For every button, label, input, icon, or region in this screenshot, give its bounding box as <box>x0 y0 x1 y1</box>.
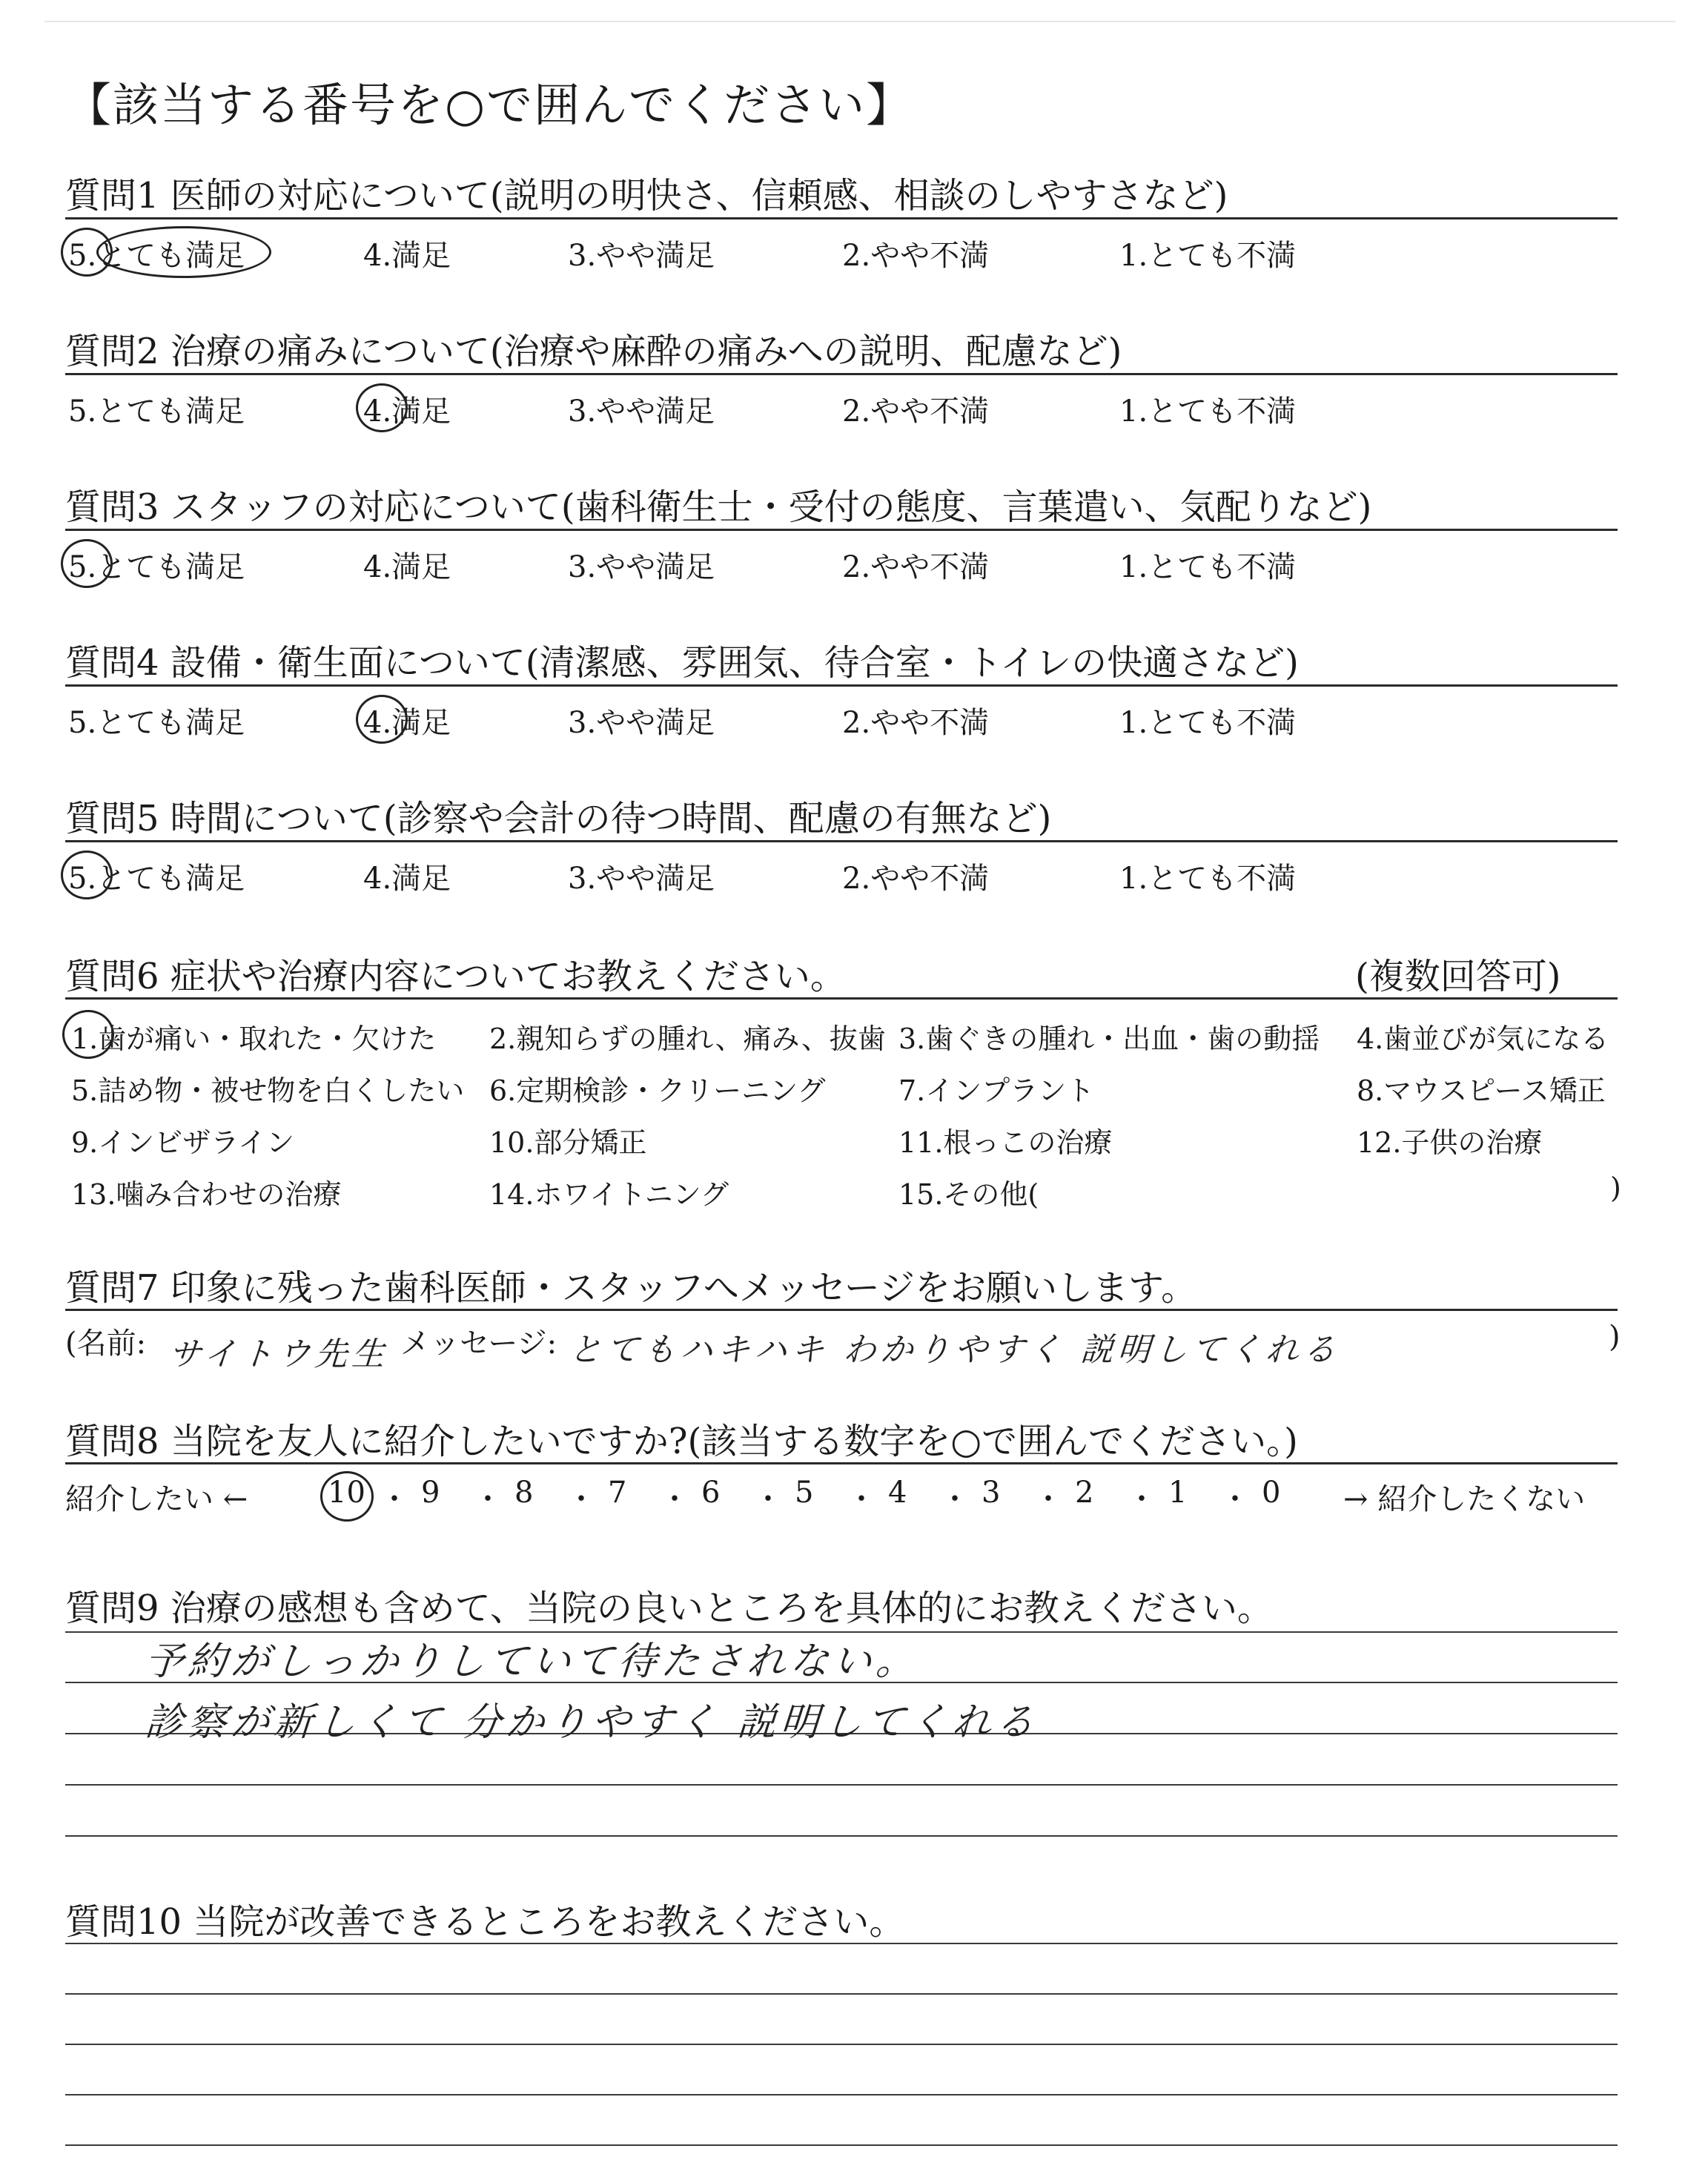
q7-message-value: とてもハキハキ わかりやすく 説明してくれる <box>567 1331 1342 1369</box>
q6-option-12[interactable]: 12.子供の治療 <box>1357 1126 1543 1159</box>
q5-option-4[interactable]: 4.満足 <box>363 862 451 896</box>
q2-option-5[interactable]: 5.とても満足 <box>68 394 245 429</box>
q6-option-2[interactable]: 2.親知らずの腫れ、痛み、抜歯 <box>489 1023 886 1055</box>
q3-option-1[interactable]: 1.とても不満 <box>1119 550 1297 584</box>
q4-option-1[interactable]: 1.とても不満 <box>1119 706 1297 740</box>
q6-other-close-paren: ) <box>1610 1172 1621 1204</box>
q7-rule <box>65 1309 1618 1311</box>
q8-scale-4[interactable]: 4 <box>888 1476 907 1510</box>
q2-option-3[interactable]: 3.やや満足 <box>568 394 715 429</box>
q8-scale-separator: ・ <box>1127 1482 1156 1516</box>
q6-option-14[interactable]: 14.ホワイトニング <box>489 1178 729 1211</box>
q8-scale-3[interactable]: 3 <box>982 1476 1001 1510</box>
q6-option-5[interactable]: 5.詰め物・被せ物を白くしたい <box>71 1074 465 1107</box>
q9-line-4 <box>65 1784 1618 1786</box>
q7-message-label: メッセージ: <box>400 1327 557 1361</box>
q2-option-1[interactable]: 1.とても不満 <box>1119 394 1297 429</box>
q4-option-5[interactable]: 5.とても満足 <box>68 706 245 740</box>
q2-option-4[interactable]: 4.満足 <box>363 394 451 429</box>
q6-option-6[interactable]: 6.定期検診・クリーニング <box>489 1074 826 1107</box>
q7-name-label: (名前: <box>65 1327 147 1361</box>
q8-scale-10[interactable]: 10 <box>328 1476 365 1510</box>
q3-title: 質問3 スタッフの対応について(歯科衛生士・受付の態度、言葉遣い、気配りなど) <box>65 486 1372 528</box>
q1-option-5[interactable]: 5.とても満足 <box>68 239 245 273</box>
q5-option-3[interactable]: 3.やや満足 <box>568 862 715 896</box>
q1-selection-oval <box>96 226 271 278</box>
q1-option-3[interactable]: 3.やや満足 <box>568 239 715 273</box>
q1-option-2[interactable]: 2.やや不満 <box>842 239 990 273</box>
q8-scale-separator: ・ <box>940 1482 970 1516</box>
q9-line-5 <box>65 1835 1618 1837</box>
q8-scale-2[interactable]: 2 <box>1075 1476 1094 1510</box>
q8-rule <box>65 1462 1618 1464</box>
q8-title: 質問8 当院を友人に紹介したいですか?(該当する数字を○で囲んでください。) <box>65 1421 1298 1462</box>
q3-selection-circle <box>61 539 113 588</box>
q10-line-2 <box>65 1993 1618 1995</box>
q5-selection-circle <box>61 851 113 899</box>
q8-scale-separator: ・ <box>380 1482 409 1516</box>
q6-option-13[interactable]: 13.噛み合わせの治療 <box>71 1178 342 1211</box>
q6-option-3[interactable]: 3.歯ぐきの腫れ・出血・歯の動揺 <box>898 1023 1320 1055</box>
q10-title: 質問10 当院が改善できるところをお教えください。 <box>65 1901 905 1943</box>
q5-option-1[interactable]: 1.とても不満 <box>1119 862 1297 896</box>
q10-line-1 <box>65 1943 1618 1944</box>
q3-option-5[interactable]: 5.とても満足 <box>68 550 245 584</box>
q6-title: 質問6 症状や治療内容についてお教えください。 <box>65 956 846 997</box>
q5-option-2[interactable]: 2.やや不満 <box>842 862 990 896</box>
q2-selection-circle <box>356 383 408 432</box>
q9-answer-line-1: 予約がしっかりしていて待たされない。 <box>143 1639 921 1684</box>
q9-title: 質問9 治療の感想も含めて、当院の良いところを具体的にお教えください。 <box>65 1588 1273 1629</box>
q2-option-2[interactable]: 2.やや不満 <box>842 394 990 429</box>
q6-option-8[interactable]: 8.マウスピース矯正 <box>1357 1074 1606 1107</box>
q3-rule <box>65 529 1618 531</box>
q7-name-value: サイトウ先生 <box>167 1335 391 1373</box>
q6-option-11[interactable]: 11.根っこの治療 <box>898 1126 1113 1159</box>
q3-option-4[interactable]: 4.満足 <box>363 550 451 584</box>
q10-line-5 <box>65 2144 1618 2146</box>
q7-title: 質問7 印象に残った歯科医師・スタッフへメッセージをお願いします。 <box>65 1267 1197 1309</box>
q4-selection-circle <box>356 695 408 744</box>
q8-scale-6[interactable]: 6 <box>701 1476 721 1510</box>
q8-scale-separator: ・ <box>660 1482 689 1516</box>
q6-option-10[interactable]: 10.部分矯正 <box>489 1126 647 1159</box>
q3-option-3[interactable]: 3.やや満足 <box>568 550 715 584</box>
q3-option-2[interactable]: 2.やや不満 <box>842 550 990 584</box>
q1-rule <box>65 217 1618 219</box>
page-heading: 【該当する番号を○で囲んでください】 <box>65 78 914 132</box>
q8-scale-9[interactable]: 9 <box>421 1476 440 1510</box>
q6-option-15[interactable]: 15.その他( <box>898 1178 1039 1211</box>
q6-option-7[interactable]: 7.インプラント <box>898 1074 1095 1107</box>
q8-scale-separator: ・ <box>473 1482 503 1516</box>
q2-rule <box>65 373 1618 375</box>
q1-option-4[interactable]: 4.満足 <box>363 239 451 273</box>
q4-option-2[interactable]: 2.やや不満 <box>842 706 990 740</box>
q1-title: 質問1 医師の対応について(説明の明快さ、信頼感、相談のしやすさなど) <box>65 175 1228 217</box>
q8-scale-1[interactable]: 1 <box>1168 1476 1188 1510</box>
q6-option-4[interactable]: 4.歯並びが気になる <box>1357 1023 1609 1055</box>
q8-scale-8[interactable]: 8 <box>514 1476 534 1510</box>
q4-title: 質問4 設備・衛生面について(清潔感、雰囲気、待合室・トイレの快適さなど) <box>65 642 1299 684</box>
q4-rule <box>65 684 1618 687</box>
q6-selection-circle <box>62 1010 114 1059</box>
q9-answer-line-2: 診察が新しくて 分かりやすく 説明してくれる <box>143 1700 1040 1745</box>
q1-option-1[interactable]: 1.とても不満 <box>1119 239 1297 273</box>
q4-option-3[interactable]: 3.やや満足 <box>568 706 715 740</box>
q8-scale-separator: ・ <box>847 1482 876 1516</box>
q8-scale-7[interactable]: 7 <box>608 1476 627 1510</box>
q6-note: (複数回答可) <box>1355 956 1561 997</box>
q7-close-paren: ) <box>1609 1320 1621 1354</box>
q8-scale-separator: ・ <box>1220 1482 1250 1516</box>
q6-option-9[interactable]: 9.インビザライン <box>71 1126 295 1159</box>
q8-scale-separator: ・ <box>1033 1482 1063 1516</box>
q8-scale-separator: ・ <box>566 1482 596 1516</box>
q4-option-4[interactable]: 4.満足 <box>363 706 451 740</box>
q8-scale-separator: ・ <box>753 1482 783 1516</box>
q8-scale-5[interactable]: 5 <box>795 1476 814 1510</box>
q5-option-5[interactable]: 5.とても満足 <box>68 862 245 896</box>
q8-scale-0[interactable]: 0 <box>1262 1476 1281 1510</box>
q8-selection-circle <box>320 1471 374 1522</box>
q2-title: 質問2 治療の痛みについて(治療や麻酔の痛みへの説明、配慮など) <box>65 331 1122 372</box>
q5-rule <box>65 840 1618 842</box>
q8-right-label: → 紹介したくない <box>1343 1482 1586 1516</box>
q10-line-4 <box>65 2094 1618 2095</box>
q6-option-1[interactable]: 1.歯が痛い・取れた・欠けた <box>71 1023 437 1055</box>
q10-line-3 <box>65 2044 1618 2045</box>
q8-left-label: 紹介したい ← <box>65 1482 248 1516</box>
scan-edge-line <box>44 21 1675 22</box>
q6-rule <box>65 997 1618 1000</box>
q5-title: 質問5 時間について(診察や会計の待つ時間、配慮の有無など) <box>65 798 1052 839</box>
